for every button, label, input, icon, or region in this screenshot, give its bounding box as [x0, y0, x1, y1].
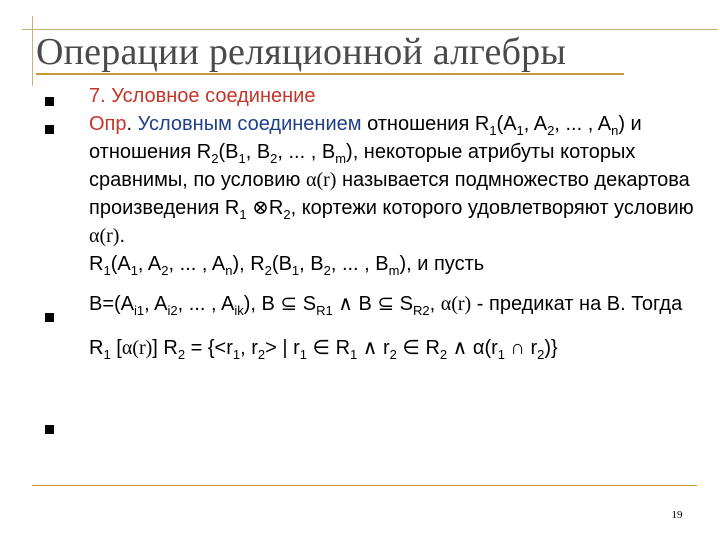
bullet-text-4: $R_1$ [α(r)] $R_2 = \{<r_1$, $r_2>$ | $r_1$ ∈ $R_1$ ∧ $r_2$ ∈ $R_2$ ∧ $\alpha(r_1$ ∩ $r_2$)}	[89, 337, 558, 362]
bullet-square-3	[45, 313, 54, 322]
corner-vertical-line	[32, 16, 33, 86]
bullet-text-3-continued: $B=(A_{i1}$, $A_{i2}$, ... , $A_{ik}$), B ⊆ $S_{R1}$ ∧ B ⊆ $S_{R2}$, α(r) - предикат на B. Тогда	[89, 293, 683, 318]
bullet-square-2	[45, 125, 54, 134]
title-underline	[36, 73, 624, 75]
slide-title: Операции реляционной алгебры	[36, 31, 567, 73]
slide-content	[89, 82, 699, 362]
bullet-text-1: 7. Условное соединение	[89, 85, 316, 107]
page-number: 19	[671, 509, 683, 521]
bullet-text-3: $R_1(A_1$, $A_2$, ... , $A_n$), $R_2(B_1$, $B_2$, ... , $B_m$), и пусть	[89, 253, 485, 278]
bullet-text-2: Опр. Условным соединением отношения $R_1(A_1$, $A_2$, ... , $A_n$) и отношения $R_2(B_1$, $B_2$, ... , $B_m$), некоторые атрибуты которых сравнимы, по условию α(r) называется подмножество декартова произведения $R_1$ $\otimes R_2$, кортежи которого удовлетворяют условию α(r).	[89, 113, 694, 247]
footer-rule	[32, 485, 697, 486]
bullet-square-1	[45, 97, 54, 106]
bullet-square-4	[45, 425, 54, 434]
